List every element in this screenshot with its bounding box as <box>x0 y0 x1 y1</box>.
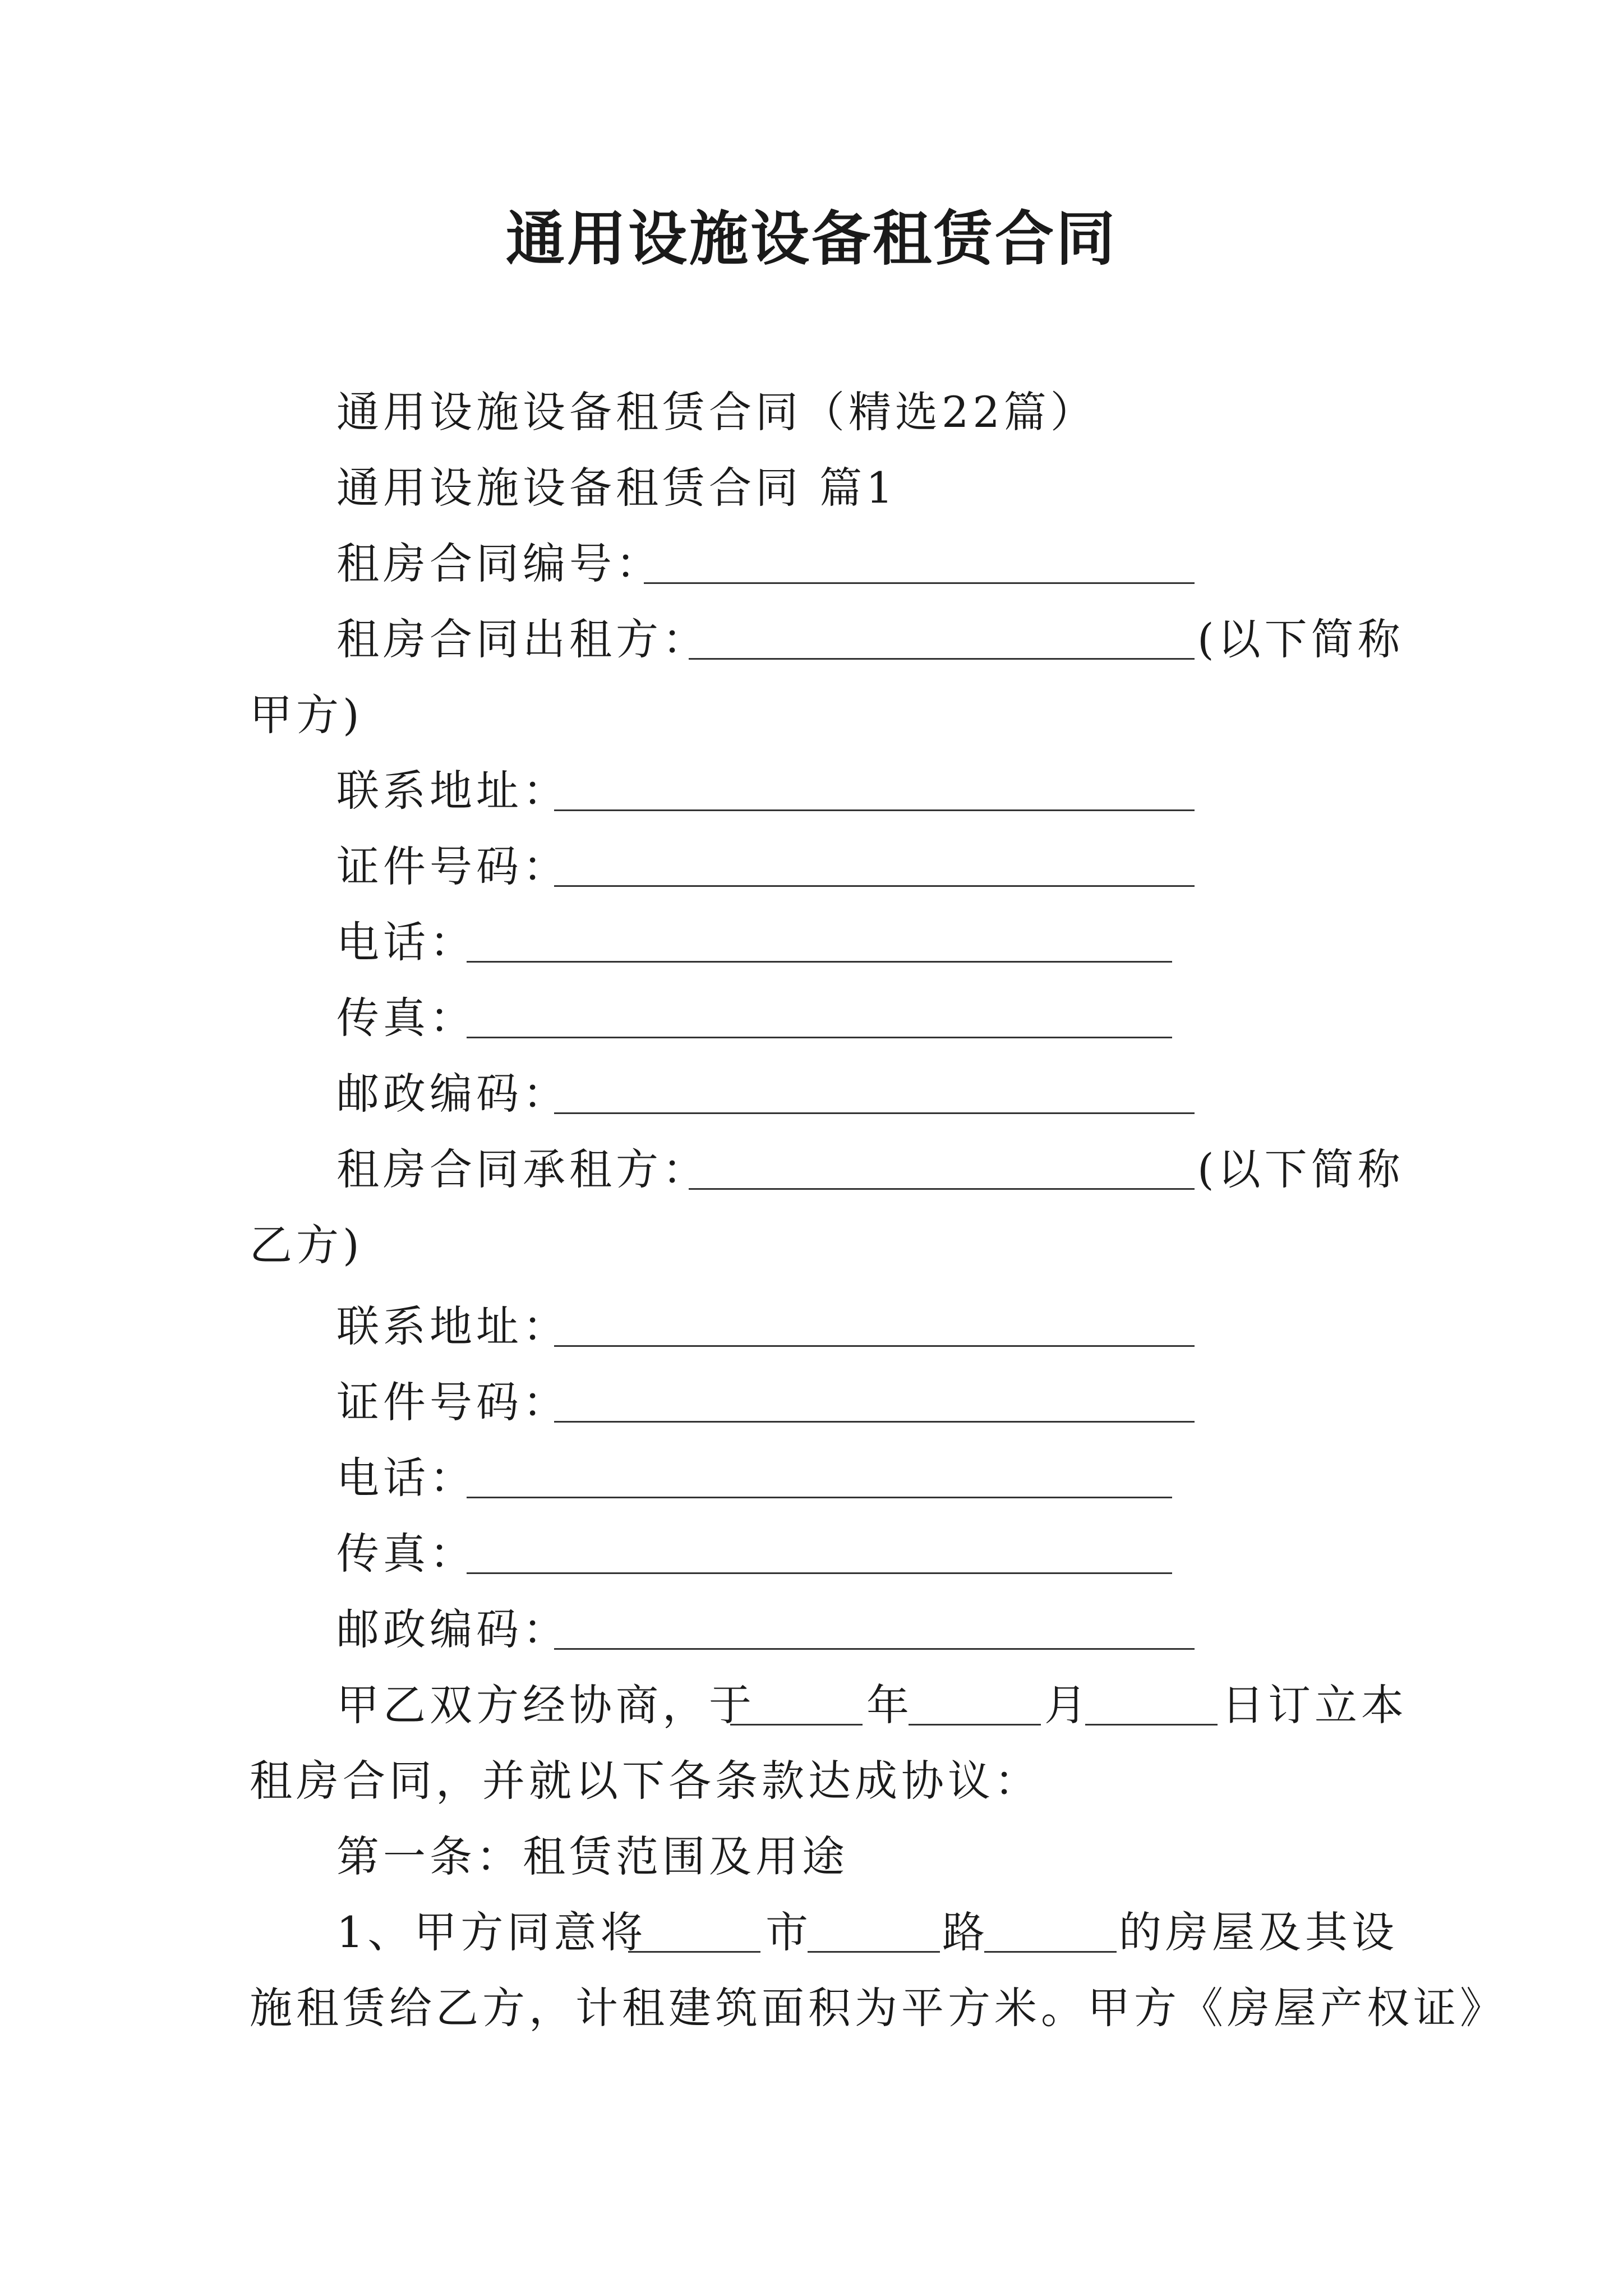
lessee-alias: 乙方) <box>250 1220 363 1270</box>
lessee-id-row <box>0 1363 1623 1442</box>
lessor-postcode-label: 邮政编码： <box>336 1069 569 1119</box>
clause-one-row <box>0 1893 1623 1972</box>
lessor-row <box>0 600 1623 679</box>
lessee-alias-row <box>0 1206 1623 1285</box>
city-label: 市 <box>766 1907 812 1957</box>
lessee-phone-blank[interactable] <box>467 1497 1172 1498</box>
lessor-fax-label: 传真： <box>336 993 476 1043</box>
collection-heading-text: 通用设施设备租赁合同（精选22篇） <box>336 387 1097 437</box>
lessee-blank[interactable] <box>689 1188 1195 1190</box>
document-title: 通用设施设备租赁合同 <box>505 204 1117 273</box>
agreement-intro: 甲乙双方经协商，于 <box>336 1680 755 1730</box>
lessee-fax-row <box>0 1515 1623 1593</box>
lessor-postcode-blank[interactable] <box>554 1112 1195 1114</box>
lessor-note: (以下简称 <box>1197 614 1404 664</box>
city-blank[interactable] <box>628 1951 760 1953</box>
clause-one-continue-row <box>0 1969 1623 2047</box>
collection-heading <box>0 373 1623 452</box>
lessee-id-blank[interactable] <box>554 1421 1195 1423</box>
lessee-address-label: 联系地址： <box>336 1301 569 1351</box>
lessee-postcode-row <box>0 1590 1623 1669</box>
year-label: 年 <box>866 1680 913 1730</box>
road-blank[interactable] <box>808 1951 940 1953</box>
month-label: 月 <box>1044 1680 1091 1730</box>
lessor-alias: 甲方) <box>250 690 363 740</box>
agreement-continue-text: 租房合同，并就以下各条款达成协议： <box>250 1756 1041 1806</box>
road-label: 路 <box>942 1907 989 1957</box>
lessee-fax-blank[interactable] <box>467 1572 1172 1574</box>
month-blank[interactable] <box>909 1724 1041 1726</box>
clause-one-tail: 的房屋及其设 <box>1119 1907 1398 1957</box>
lessee-address-row <box>0 1287 1623 1366</box>
contract-number-row <box>0 524 1623 603</box>
lessor-phone-blank[interactable] <box>467 961 1172 963</box>
house-blank[interactable] <box>984 1951 1117 1953</box>
lessee-label: 租房合同承租方： <box>336 1144 709 1194</box>
day-blank[interactable] <box>1085 1724 1218 1726</box>
section-heading <box>0 449 1623 527</box>
lessor-phone-label: 电话： <box>336 917 476 967</box>
lessor-fax-row <box>0 979 1623 1057</box>
lessor-address-label: 联系地址： <box>336 766 569 816</box>
lessor-address-row <box>0 752 1623 830</box>
lessor-blank[interactable] <box>689 658 1195 660</box>
lessor-id-row <box>0 827 1623 906</box>
article-one-heading <box>0 1818 1623 1896</box>
lessor-label: 租房合同出租方： <box>336 614 709 664</box>
lessee-postcode-blank[interactable] <box>554 1648 1195 1650</box>
contract-number-label: 租房合同编号： <box>336 539 662 588</box>
year-blank[interactable] <box>730 1724 863 1726</box>
lessor-address-blank[interactable] <box>554 809 1195 811</box>
lessor-postcode-row <box>0 1055 1623 1133</box>
lessor-id-blank[interactable] <box>554 885 1195 887</box>
lessee-address-blank[interactable] <box>554 1345 1195 1347</box>
lessor-alias-row <box>0 676 1623 754</box>
lessor-fax-blank[interactable] <box>467 1037 1172 1038</box>
lessee-phone-row <box>0 1439 1623 1517</box>
contract-number-blank[interactable] <box>644 582 1195 584</box>
section-heading-text: 通用设施设备租赁合同 篇1 <box>336 463 897 513</box>
day-label: 日订立本 <box>1221 1680 1408 1730</box>
lessee-phone-label: 电话： <box>336 1453 476 1503</box>
lessee-note: (以下简称 <box>1197 1144 1404 1194</box>
article-one-title: 第一条：租赁范围及用途 <box>336 1832 849 1881</box>
lessor-id-label: 证件号码： <box>336 841 569 891</box>
lessee-postcode-label: 邮政编码： <box>336 1604 569 1654</box>
lessee-row <box>0 1130 1623 1209</box>
agreement-date-row <box>0 1666 1623 1745</box>
lessor-phone-row <box>0 903 1623 982</box>
lessee-id-label: 证件号码： <box>336 1377 569 1427</box>
agreement-continue-row <box>0 1742 1623 1820</box>
clause-one-continue-text: 施租赁给乙方，计租建筑面积为平方米。甲方《房屋产权证》 <box>250 1983 1506 2033</box>
lessee-fax-label: 传真： <box>336 1529 476 1579</box>
clause-one-intro: 1、甲方同意将 <box>336 1907 647 1957</box>
